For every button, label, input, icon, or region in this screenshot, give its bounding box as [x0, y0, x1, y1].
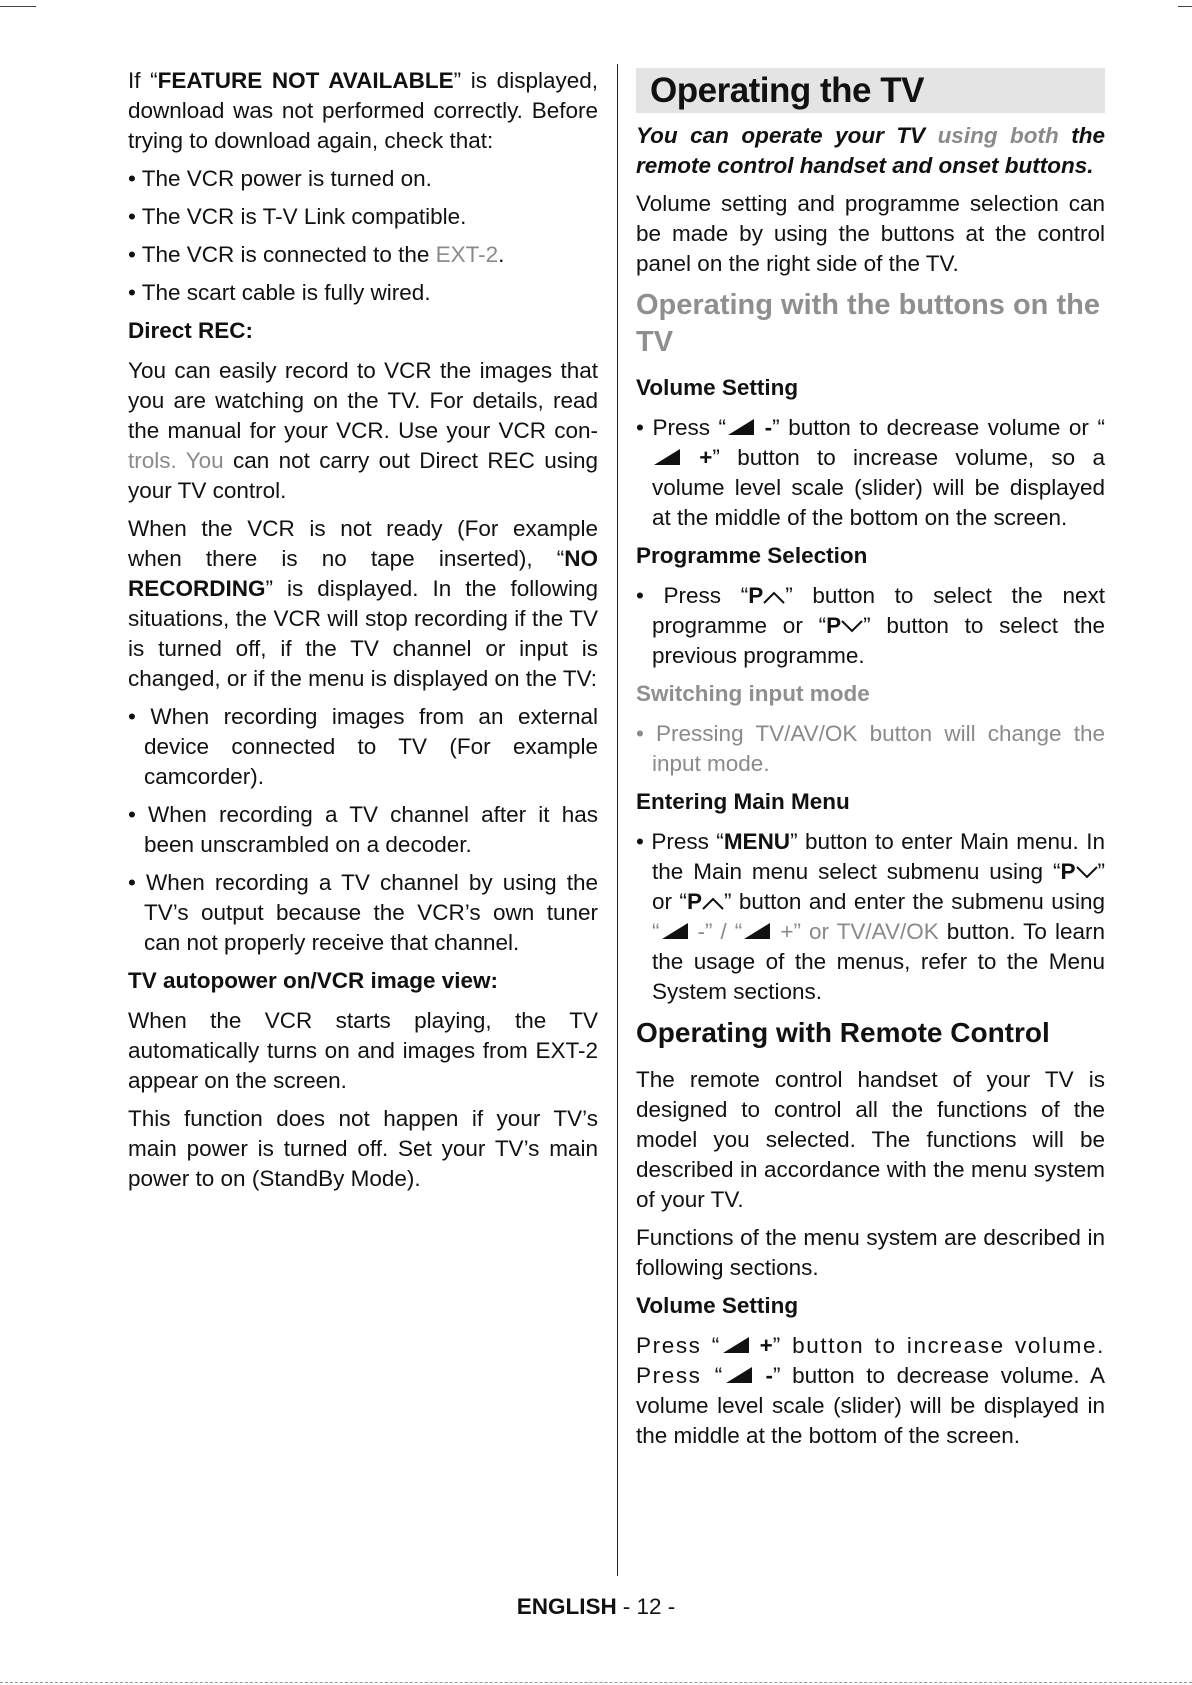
chevron-up-icon — [702, 896, 724, 910]
column-divider — [617, 64, 618, 1576]
section-title-bar — [636, 68, 1105, 113]
autopower-paragraph: When the VCR starts playing, the TV automatically turns on and images from EXT-2 appear on the screen. — [128, 1008, 598, 1093]
direct-rec-heading: Direct REC: — [128, 318, 254, 343]
chevron-down-icon — [841, 620, 863, 634]
autopower-heading: TV autopower on/VCR image view: — [128, 968, 499, 993]
footer-language: ENGLISH — [516, 1594, 617, 1619]
volume-setting-heading: Volume Setting — [636, 375, 799, 400]
main-power-paragraph: This function does not happen if your TV’s main power is turned off. Set your TV’s main power to on (StandBy Mode). — [128, 1106, 598, 1191]
crop-mark-left — [0, 6, 36, 7]
page-number: - 12 - — [622, 1594, 676, 1619]
feature-not-available-label: FEATURE NOT AVAILABLE — [157, 68, 454, 93]
check-item: • The VCR is connected to the EXT-2. — [128, 242, 505, 267]
situation-item: • When recording images from an external device connected to TV (For example camcorder). — [128, 704, 598, 789]
intro-paragraph: Volume setting and programme selection can be made by using the buttons at the control panel on the right side of the TV. — [636, 191, 1105, 276]
buttons-section-heading: Operating with the buttons on the TV — [636, 289, 1100, 358]
page-footer — [0, 1594, 1192, 1620]
main-menu-instruction: • Press “MENU” button to enter Main menu. In the Main menu select submenu using “P ” or “P ” button and enter the submenu using “ -” / “ +” or TV/AV/OK button. To learn the usage of the menus, refer to the Menu System sections. — [636, 829, 1106, 1004]
chevron-up-icon — [763, 590, 785, 604]
programme-selection-heading: Programme Selection — [636, 543, 868, 568]
volume-wedge-icon — [744, 923, 770, 939]
check-item: • The VCR is T-V Link compatible. — [128, 204, 467, 229]
crop-mark-right — [1178, 6, 1192, 7]
ext-2-label: EXT-2 — [435, 242, 499, 267]
remote-volume-heading: Volume Setting — [636, 1293, 799, 1318]
volume-wedge-icon — [726, 1367, 752, 1383]
right-column — [636, 66, 1105, 1459]
volume-wedge-icon — [654, 449, 680, 465]
programme-instruction: • Press “P ” button to select the next programme or “P ” button to select the previous programme. — [636, 583, 1106, 668]
main-menu-heading: Entering Main Menu — [636, 789, 850, 814]
page-title: Operating the TV — [650, 71, 924, 110]
situation-item: • When recording a TV channel after it has been unscrambled on a decoder. — [128, 802, 598, 857]
page-bottom-edge — [0, 1682, 1192, 1683]
direct-rec-paragraph: You can easily record to VCR the images that you are watching on the TV. For details, read the manual for your VCR. Use your VCR con-trols. You can not carry out Direct REC using your TV control. — [128, 358, 598, 503]
remote-control-heading: Operating with Remote Control — [636, 1017, 1050, 1048]
volume-wedge-icon — [728, 419, 754, 435]
check-item: • The VCR power is turned on. — [128, 166, 432, 191]
no-recording-paragraph: When the VCR is not ready (For example when there is no tape inserted), “NO RECORDING” is displayed. In the following situations, the VCR will stop recording if the TV is turned off, if the TV channel or input is changed, or if the menu is displayed on the TV: — [128, 516, 598, 691]
volume-instruction: • Press “ -” button to decrease volume or “ +” button to increase volume, so a volume level scale (slider) will be displayed at the middle of the bottom on the screen. — [636, 415, 1105, 530]
remote-functions-paragraph: Functions of the menu system are described in following sections. — [636, 1225, 1105, 1280]
volume-wedge-icon — [662, 923, 688, 939]
remote-volume-paragraph: Press “ +” button to increase volume. Press “ -” button to decrease volume. A volume level scale (slider) will be displayed in the middle at the bottom of the screen. — [636, 1333, 1105, 1448]
volume-wedge-icon — [723, 1337, 749, 1353]
left-column — [128, 66, 598, 1202]
chevron-down-icon — [1076, 866, 1098, 880]
no-recording-label: NO RECORDING — [128, 546, 598, 601]
input-mode-instruction: • Pressing TV/AV/OK button will change the input mode. — [636, 721, 1105, 776]
lead-paragraph: You can operate your TV using both the remote control handset and onset buttons. — [636, 123, 1105, 178]
remote-intro-paragraph: The remote control handset of your TV is designed to control all the functions of the model you selected. The functions will be described in accordance with the menu system of your TV. — [636, 1067, 1105, 1212]
situation-item: • When recording a TV channel by using the TV’s output because the VCR’s own tuner can not properly receive that channel. — [128, 870, 598, 955]
feature-not-available-paragraph: If “FEATURE NOT AVAILABLE” is displayed, download was not performed correctly. Before trying to download again, check that: — [128, 68, 598, 153]
check-item: • The scart cable is fully wired. — [128, 280, 431, 305]
input-mode-heading: Switching input mode — [636, 681, 870, 706]
menu-label: MENU — [723, 829, 791, 854]
